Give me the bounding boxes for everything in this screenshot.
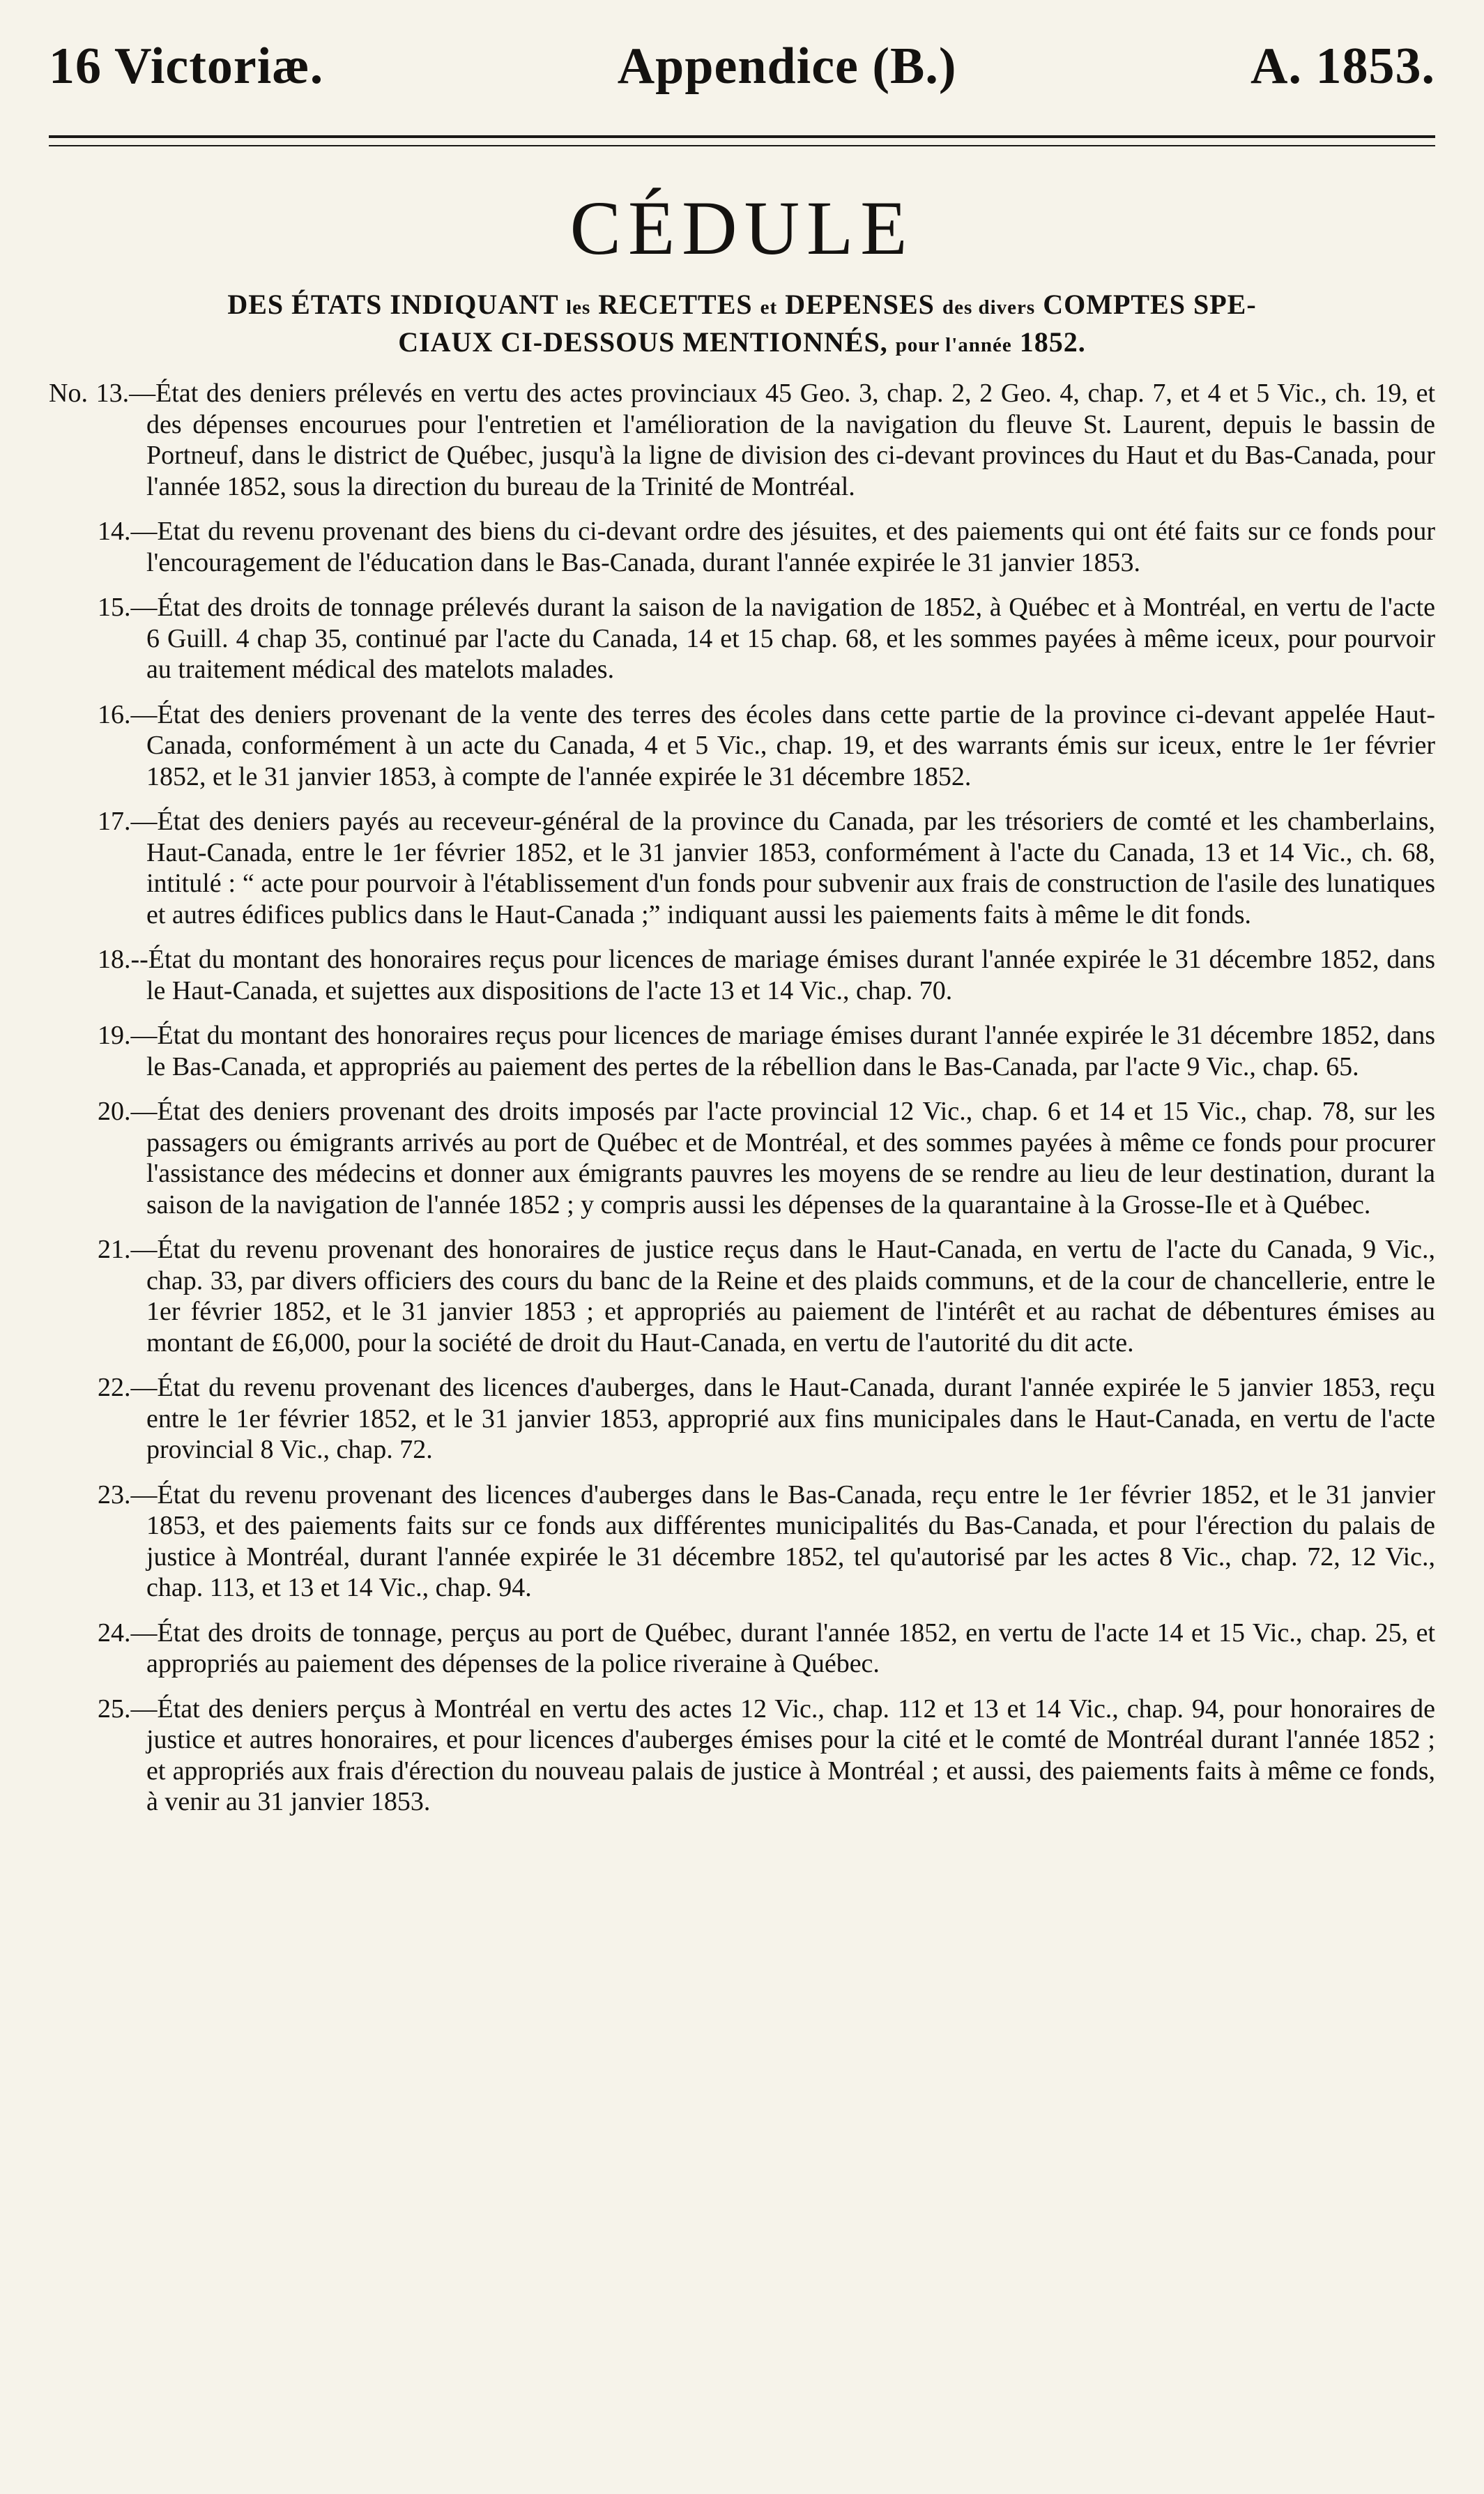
header-session: 16 Victoriæ. (49, 38, 324, 95)
page-header (49, 28, 1435, 95)
entry-text: —Etat du revenu provenant des biens du ci-devant ordre des jésuites, et des paiements qui ont été faits sur ce fonds pour l'encouragement de l'éducation dans le Bas-Canada, durant l'année expirée le 31 janvier 1853. (130, 517, 1435, 577)
entry-text: —État du revenu provenant des licences d'auberges dans le Bas-Canada, reçu entre le 1er février 1852, et le 31 janvier 1853, et des paiements faits sur ce fonds aux différentes municipalités du Bas-Canada, et pour l'érection du palais de justice à Montréal, durant l'année expirée le 31 décembre 1852, tel qu'autorisé par les actes 8 Vic., chap. 72, 12 Vic., chap. 113, et 13 et 14 Vic., chap. 94. (130, 1480, 1435, 1602)
entry-number: 20. (98, 1097, 131, 1126)
entry-text: —État des deniers perçus à Montréal en vertu des actes 12 Vic., chap. 112 et 13 et 14 Vic., chap. 94, pour honoraires de justice et autres honoraires, et pour licences d'auberges émises pour la cité et le comté de Montréal durant l'année 1852 ; et appropriés aux frais d'érection du nouveau palais de justice à Montréal ; et aussi, des paiements faits à même ce fonds, à venir au 31 janvier 1853. (130, 1694, 1435, 1816)
statement-entry-17 (49, 806, 1435, 930)
subtitle-part: et (760, 296, 778, 319)
subtitle-part: RECETTES (590, 289, 760, 320)
subtitle-part: DES ÉTATS INDIQUANT (227, 289, 567, 320)
entry-number: 25. (98, 1694, 131, 1724)
statement-entry-20 (49, 1096, 1435, 1220)
entry-number: 23. (98, 1480, 131, 1510)
header-appendix: Appendice (B.) (617, 38, 957, 95)
document-subtitle (49, 287, 1435, 363)
subtitle-part: COMPTES SPE- (1035, 289, 1257, 320)
entry-number: 16. (98, 699, 131, 729)
statement-list (49, 378, 1435, 1818)
subtitle-part: CIAUX CI-DESSOUS MENTIONNÉS, (398, 326, 896, 358)
statement-entry-21 (49, 1234, 1435, 1358)
statement-entry-22 (49, 1372, 1435, 1466)
statement-entry-13 (49, 378, 1435, 502)
entry-text: —État des deniers provenant des droits imposés par l'acte provincial 12 Vic., chap. 6 et 14 et 15 Vic., chap. 78, sur les passagers ou émigrants arrivés au port de Québec et de Montréal, et des sommes payées à même ce fonds pour procurer l'assistance des médecins et donner aux émigrants pauvres les moyens de se rendre au lieu de leur destination, durant la saison de la navigation de l'année 1852 ; y compris aussi les dépenses de la quarantaine à la Grosse-Ile et à Québec. (130, 1097, 1435, 1219)
statement-entry-15 (49, 592, 1435, 685)
statement-entry-18 (49, 944, 1435, 1006)
statement-entry-25 (49, 1694, 1435, 1818)
entry-number: 18. (98, 945, 131, 974)
entry-number: 17. (98, 807, 131, 836)
entry-text: —État des droits de tonnage prélevés durant la saison de la navigation de 1852, à Québec et à Montréal, en vertu de l'acte 6 Guill. 4 chap 35, continué par l'acte du Canada, 14 et 15 chap. 68, et les sommes payées à même iceux, pour pourvoir au traitement médical des matelots malades. (130, 593, 1435, 684)
entry-number: 19. (98, 1021, 131, 1050)
header-rule-thin (49, 145, 1435, 146)
statement-entry-14 (49, 516, 1435, 578)
entry-number: 21. (98, 1235, 131, 1264)
entry-number: No. 13. (49, 379, 130, 408)
statement-entry-19 (49, 1020, 1435, 1082)
subtitle-part: DEPENSES (777, 289, 942, 320)
subtitle-part: pour l'année (895, 334, 1012, 356)
entry-text: —État des deniers payés au receveur-général de la province du Canada, par les trésoriers de comté et les chamberlains, Haut-Canada, entre le 1er février 1852, et le 31 janvier 1853, conformément à l'acte du Canada, 13 et 14 Vic., ch. 68, intitulé : “ acte pour pourvoir à l'établissement d'un fonds pour subvenir aux frais de construction de l'asile des lunatiques et autres édifices publics dans le Haut-Canada ;” indiquant aussi les paiements faits à même le dit fonds. (130, 807, 1435, 929)
entry-number: 22. (98, 1373, 131, 1402)
document-title: CÉDULE (569, 185, 915, 271)
entry-number: 14. (98, 517, 131, 546)
subtitle-part: les (566, 296, 591, 319)
statement-entry-16 (49, 699, 1435, 793)
subtitle-part: 1852. (1011, 326, 1086, 358)
header-rule-thick (49, 135, 1435, 138)
entry-text: —État du montant des honoraires reçus pour licences de mariage émises durant l'année expirée le 31 décembre 1852, dans le Bas-Canada, et appropriés au paiement des pertes de la rébellion dans le Bas-Canada, par l'acte 9 Vic., chap. 65. (130, 1021, 1435, 1081)
header-year: A. 1853. (1250, 38, 1435, 95)
entry-text: —État des deniers provenant de la vente des terres des écoles dans cette partie de la province ci-devant appelée Haut-Canada, conformément à un acte du Canada, 4 et 5 Vic., chap. 19, et des warrants émis sur iceux, entre le 1er février 1852, et le 31 janvier 1853, à compte de l'année expirée le 31 décembre 1852. (130, 699, 1435, 791)
entry-text: —État des deniers prélevés en vertu des actes provinciaux 45 Geo. 3, chap. 2, 2 Geo. 4, chap. 7, et 4 et 5 Vic., ch. 19, et des dépenses encourues pour l'entretien et l'amélioration de la navigation du fleuve St. Laurent, depuis le bassin de Portneuf, dans le district de Québec, jusqu'à la ligne de division des ci-devant provinces du Haut et du Bas-Canada, pour l'année 1852, sous la direction du bureau de la Trinité de Montréal. (129, 379, 1436, 501)
statement-entry-24 (49, 1618, 1435, 1680)
entry-text: —État du revenu provenant des licences d'auberges, dans le Haut-Canada, durant l'année expirée le 5 janvier 1853, reçu entre le 1er février 1852, et le 31 janvier 1853, approprié aux fins municipales dans le Haut-Canada, en vertu de l'acte provincial 8 Vic., chap. 72. (130, 1373, 1435, 1464)
entry-number: 15. (98, 593, 131, 622)
subtitle-part: des divers (942, 296, 1036, 319)
statement-entry-23 (49, 1480, 1435, 1604)
entry-number: 24. (98, 1618, 131, 1648)
entry-text: —État des droits de tonnage, perçus au port de Québec, durant l'année 1852, en vertu de l'acte 14 et 15 Vic., chap. 25, et appropriés au paiement des dépenses de la police riveraine à Québec. (130, 1618, 1435, 1678)
entry-text: —État du revenu provenant des honoraires de justice reçus dans le Haut-Canada, en vertu de l'acte du Canada, 9 Vic., chap. 33, par divers officiers des cours du banc de la Reine et des plaids communs, et de la cour de chancellerie, entre le 1er février 1852, et le 31 janvier 1853 ; et appropriés au paiement de l'intérêt et au rachat de débentures émises au montant de £6,000, pour la société de droit du Haut-Canada, en vertu de l'autorité du dit acte. (130, 1235, 1435, 1358)
entry-text: --État du montant des honoraires reçus pour licences de mariage émises durant l'année expirée le 31 décembre 1852, dans le Haut-Canada, et sujettes aux dispositions de l'acte 13 et 14 Vic., chap. 70. (130, 945, 1435, 1005)
